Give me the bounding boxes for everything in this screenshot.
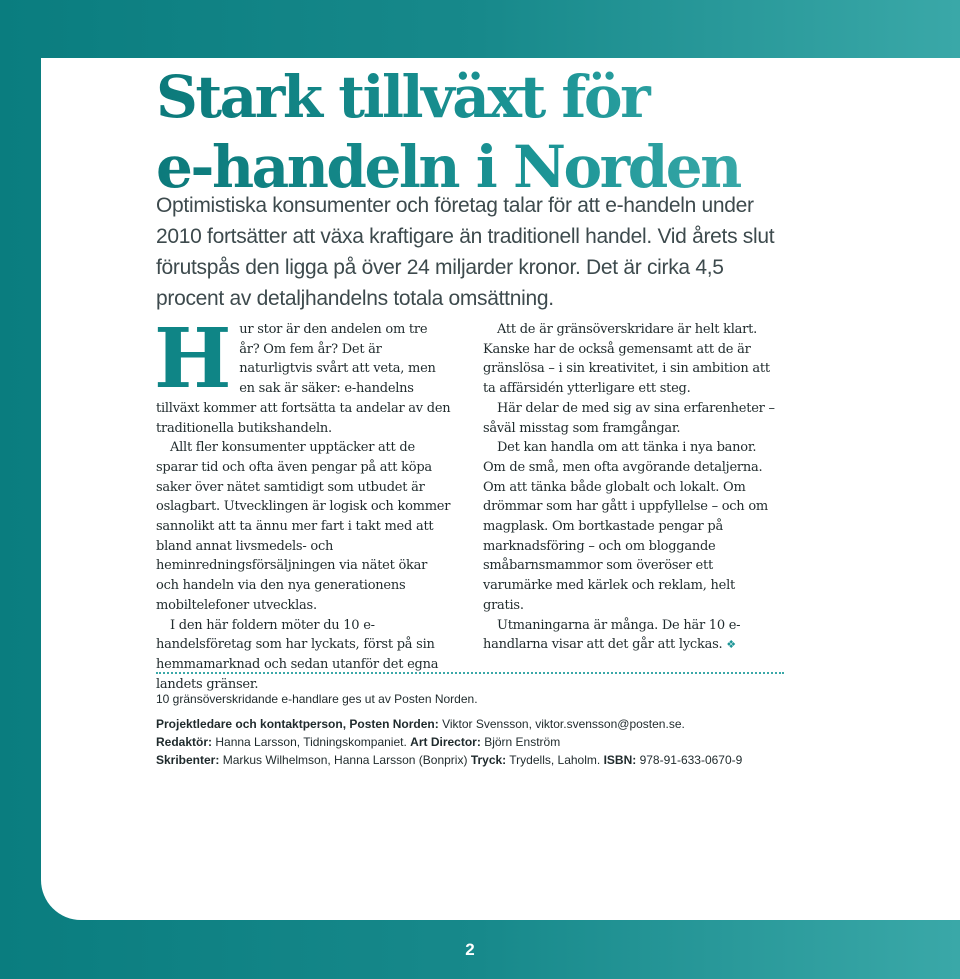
body-paragraph-2: Allt fler konsumenter upptäcker att de sparar tid och ofta även pengar på att köpa saker över nätet samtidigt som utbudet är oslagbart. Utvecklingen är logisk och kommer sannolikt att ta ännu mer fart i takt med att bland annat livsmedels- och heminredningsförsäljningen via nätet ökar och handeln via den nya generationens mobiltelefoner utvecklas.	[156, 440, 451, 613]
credits-block	[156, 690, 856, 769]
dotted-divider	[156, 672, 784, 674]
drop-cap: H	[154, 311, 232, 407]
body-paragraph-5: Här delar de med sig av sina erfarenheter – såväl misstag som framgångar.	[483, 400, 775, 436]
right-column	[483, 320, 778, 655]
body-paragraph-7	[483, 616, 778, 655]
title-line-2: e-handeln i Norden	[156, 133, 740, 201]
lead-paragraph: Optimistiska konsumenter och företag talar för att e-handeln under 2010 fortsätter att växa kraftigare än traditionell handel. Vid årets slut förutspås den ligga på över 24 miljarder kronor. Det är cirka 4,5 procent av detaljhandelns totala omsättning.	[156, 194, 775, 310]
left-column	[154, 311, 451, 694]
body-paragraph-6: Det kan handla om att tänka i nya banor. Om de små, men ofta avgörande detaljerna. Om att tänka både globalt och lokalt. Om drömmar som har gått i uppfyllelse – och om magplask. Om bortkastade pengar på marknadsföring – och om bloggande småbarnsmammor som överöser ett varumärke med kärlek och reklam, helt gratis.	[483, 440, 768, 613]
print-value: Trydells, Laholm.	[509, 753, 601, 767]
title-line-1: Stark tillväxt för	[156, 63, 649, 131]
print-label: Tryck:	[470, 753, 507, 767]
project-value: Viktor Svensson, viktor.svensson@posten.se.	[442, 717, 685, 731]
writers-value: Markus Wilhelmson, Hanna Larsson (Bonprix)	[222, 753, 468, 767]
body-paragraph-3: I den här foldern möter du 10 e-handelsföretag som har lyckats, först på sin hemmamarknad och sedan utanför det egna landets gränser.	[156, 617, 439, 692]
editor-label: Redaktör:	[156, 735, 213, 749]
paragraph-7-text: Utmaningarna är många. De här 10 e-handlarna visar att det går att lyckas.	[483, 617, 741, 653]
page-number: 2	[465, 940, 475, 959]
end-mark-icon: ❖	[726, 638, 736, 652]
body-paragraph-1	[154, 311, 451, 438]
article-title	[156, 62, 876, 202]
body-paragraph-4: Att de är gränsöverskridare är helt klart. Kanske har de också gemensamt att de är gränslösa – i sin kreativitet, i sin ambition att ta affärsidén ytterligare ett steg.	[483, 322, 770, 397]
editor-value: Hanna Larsson, Tidningskompaniet.	[215, 735, 407, 749]
art-director-label: Art Director:	[410, 735, 481, 749]
credit-editor-line	[156, 733, 856, 751]
paragraph-1-text: ur stor är den andelen om tre år? Om fem år? Det är naturligtvis svårt att veta, men en sak är säker: e-handelns tillväxt kommer att fortsätta ta andelar av den traditionella butikshandeln.	[156, 322, 451, 436]
project-label: Projektledare och kontaktperson, Posten Norden:	[156, 717, 439, 731]
credit-project-line	[156, 715, 856, 733]
writers-label: Skribenter:	[156, 753, 220, 767]
credit-writers-line	[156, 751, 856, 769]
isbn-label: ISBN:	[603, 753, 637, 767]
art-director-value: Björn Enström	[484, 735, 561, 749]
publication-note: 10 gränsöverskridande e-handlare ges ut av Posten Norden.	[156, 692, 478, 706]
isbn-value: 978-91-633-0670-9	[639, 753, 743, 767]
